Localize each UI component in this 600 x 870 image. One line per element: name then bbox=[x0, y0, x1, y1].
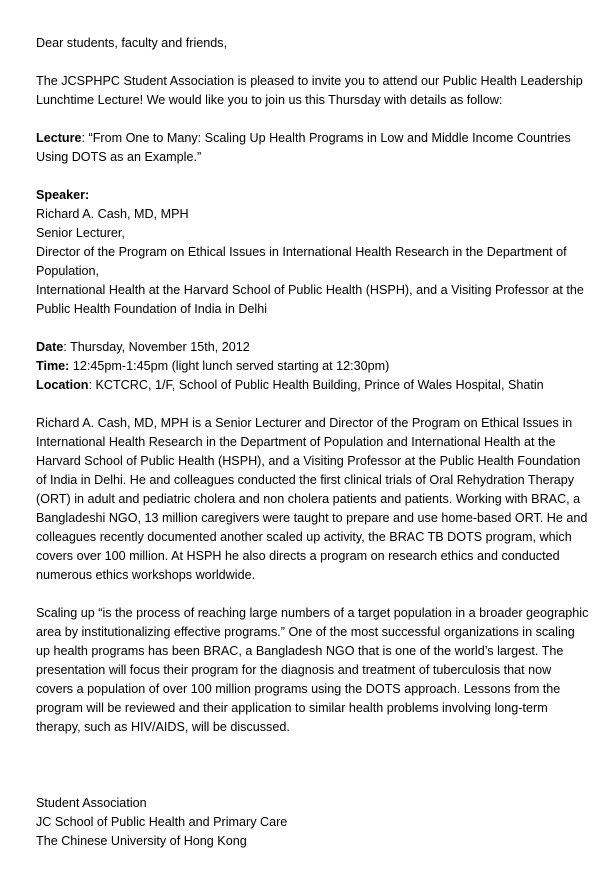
date-line bbox=[36, 338, 566, 357]
date-value: : Thursday, November 15th, 2012 bbox=[63, 340, 250, 354]
location-value: : KCTCRC, 1/F, School of Public Health Building, Prince of Wales Hospital, Shatin bbox=[88, 378, 544, 392]
time-label: Time: bbox=[36, 359, 70, 373]
bio-line: of India in Delhi. He and colleagues conducted the first clinical trials of Oral Rehydration Therapy bbox=[36, 473, 575, 487]
time-line bbox=[36, 357, 566, 376]
bio-line: numerous ethics workshops worldwide. bbox=[36, 568, 256, 582]
speaker-title-2-line-1: Director of the Program on Ethical Issues in International Health Research in the Department of bbox=[36, 245, 567, 259]
bio-line: International Health Research in the Department of Population and International Health at the bbox=[36, 435, 556, 449]
lecture-title-part-2: Using DOTS as an Example.” bbox=[36, 150, 202, 164]
speaker-title-1: Senior Lecturer, bbox=[36, 226, 125, 240]
bio-line: Bangladeshi NGO, 13 million caregivers were taught to prepare and use home-based ORT. He and bbox=[36, 511, 588, 525]
lecture-title-part-1: : “From One to Many: Scaling Up Health Programs in Low and Middle Income Countries bbox=[81, 131, 571, 145]
date-label: Date bbox=[36, 340, 64, 354]
spacer bbox=[36, 756, 566, 794]
speaker-title-3-line-1: International Health at the Harvard School of Public Health (HSPH), and a Visiting Professor at the bbox=[36, 283, 584, 297]
intro-line-1: The JCSPHPC Student Association is pleased to invite you to attend our Public Health Leadership bbox=[36, 74, 583, 88]
bio-line: Richard A. Cash, MD, MPH is a Senior Lecturer and Director of the Program on Ethical Issues in bbox=[36, 416, 573, 430]
location-label: Location bbox=[36, 378, 89, 392]
speaker-label: Speaker: bbox=[36, 188, 90, 202]
abstract-line: presentation will focus their program for the diagnosis and treatment of tuberculosis that now bbox=[36, 663, 552, 677]
lecture-label: Lecture bbox=[36, 131, 82, 145]
speaker-title-3-line-2: Public Health Foundation of India in Delhi bbox=[36, 302, 268, 316]
abstract-line: program will be reviewed and their application to similar health problems involving long-term bbox=[36, 701, 548, 715]
bio-paragraph bbox=[36, 414, 588, 585]
details-paragraph bbox=[36, 338, 566, 395]
abstract-paragraph bbox=[36, 604, 589, 737]
signature-line-2: JC School of Public Health and Primary Care bbox=[36, 815, 288, 829]
abstract-line: up health programs has been BRAC, a Bangladesh NGO that is one of the world’s largest. The bbox=[36, 644, 564, 658]
location-line bbox=[36, 376, 566, 395]
lecture-paragraph bbox=[36, 129, 571, 167]
greeting-paragraph bbox=[36, 34, 566, 53]
abstract-line: therapy, such as HIV/AIDS, will be discussed. bbox=[36, 720, 290, 734]
time-value: 12:45pm-1:45pm (light lunch served starting at 12:30pm) bbox=[69, 359, 390, 373]
bio-line: covers over 100 million. At HSPH he also directs a program on research ethics and conducted bbox=[36, 549, 560, 563]
speaker-name: Richard A. Cash, MD, MPH bbox=[36, 207, 189, 221]
bio-line: Harvard School of Public Health (HSPH), and a Visiting Professor at the Public Health Foundation bbox=[36, 454, 581, 468]
bio-line: (ORT) in adult and pediatric cholera and non cholera patients and patients. Working with BRAC, a bbox=[36, 492, 581, 506]
signature-line-1: Student Association bbox=[36, 796, 147, 810]
greeting: Dear students, faculty and friends, bbox=[36, 36, 228, 50]
bio-line: colleagues recently documented another scaled up activity, the BRAC TB DOTS program, which bbox=[36, 530, 572, 544]
signature-block bbox=[36, 794, 566, 851]
intro-paragraph bbox=[36, 72, 583, 110]
speaker-title-2-line-2: Population, bbox=[36, 264, 100, 278]
intro-line-2: Lunchtime Lecture! We would like you to join us this Thursday with details as follow: bbox=[36, 93, 503, 107]
letter bbox=[36, 34, 589, 870]
abstract-line: Scaling up “is the process of reaching large numbers of a target population in a broader geographic bbox=[36, 606, 589, 620]
abstract-line: area by institutionalizing effective programs.” One of the most successful organizations in scaling bbox=[36, 625, 575, 639]
signature-line-3: The Chinese University of Hong Kong bbox=[36, 834, 247, 848]
speaker-paragraph bbox=[36, 186, 584, 319]
lecture-line-1 bbox=[36, 129, 571, 148]
abstract-line: covers a population of over 100 million programs using the DOTS approach. Lessons from the bbox=[36, 682, 561, 696]
